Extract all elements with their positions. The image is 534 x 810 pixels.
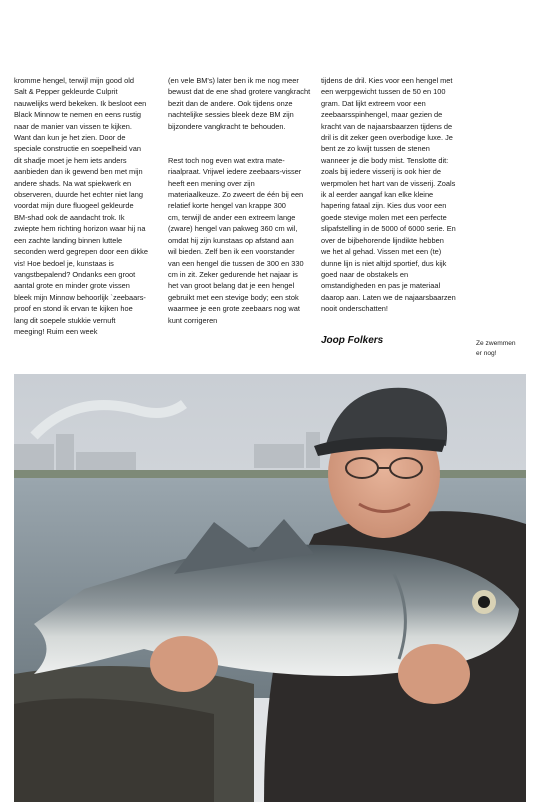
column-1: kromme hengel, terwijl mijn good old Salt & Pepper gekleurde Culprit nauwelijks werd bekeken. Ik besloot een Black Minnow te nemen en eens rustig naar de manier van vissen te kijken. Want dan kun je het zien. Door de speciale constructie en soepelheid van dit shadje moet je hem iets anders aanbieden dan ik gewend ben met mijn andere shads. Na wat spiekwerk en observeren, duurde het echter niet lang voordat mijn dure fluogeel gekleurde BM-shad ook de aandacht trok. Ik zwiepte hem richting horizon waar hij na een zachte landing binnen luttele seconden werd gegrepen door een dikke vis! Hoe bedoel je, kunstaas is vangstbepalend? Ondanks een groot aantal grote en minder grote vissen bleek mijn Minnow behoorlijk `zeebaars- proof en stond ik ervan te kijken hoe lang dit soepele stukkie vernuft meeging! Ruim een week [14,76,148,336]
angler-with-sea-bass-photo [14,374,526,802]
photo-caption: Ze zwemmen er nog! [476,340,516,357]
column-2: (en vele BM's) later ben ik me nog meer bewust dat de ene shad grotere vangkracht bezit dan de andere. Ook tijdens onze nachtelijke sessies bleek deze BM zijn bijzondere vangkracht te behouden. Rest toch nog even wat extra mate- riaalpraat. Vrijwel iedere zeebaars-visser heeft een mening over zijn materiaalkeuze. Zo zweert de één bij een relatief korte hengel van krappe 300 cm, terwijl de ander een extreem lange (zware) hengel van pakweg 360 cm wil, omdat hij zijn kunstaas op afstand aan wil bieden. Zelf ben ik een voorstander van een hengel die tussen de 300 en 330 cm in zit. Zeker gedurende het najaar is het van groot belang dat je een hengel gebruikt met een stevige body; een stok waarmee je een grote zeebaars nog wat kunt corrigeren [168,76,311,325]
author-name: Joop Folkers [321,335,384,346]
column-3: tijdens de dril. Kies voor een hengel met een werpgewicht tussen de 50 en 100 gram. Dat lijkt extreem voor een zeebaarsspinhengel, maar gezien de kracht van de najaarsbaarzen tijdens de dril is dit zeker geen overbodige luxe. Je bent ze zo kwijt tussen de stenen wanneer je die body mist. Tenslotte dit: zoals bij iedere visserij is ook hier de werpmolen het hart van de visserij. Zoals ik al eerder aangaf kan elke kleine hapering fataal zijn. Kies dus voor een goede stevige molen met een perfecte slipafstelling in de 5000 of 6000 serie. En over de bijbehorende lijndikte hebben we het al gehad. Vissen met een (te) dunne lijn is niet altijd sportief, dus kijk goed naar de obstakels en omstandigheden en pas je materiaal daarop aan. Laten we de najaarsbaarzen nooit onderschatten! [321,76,456,314]
